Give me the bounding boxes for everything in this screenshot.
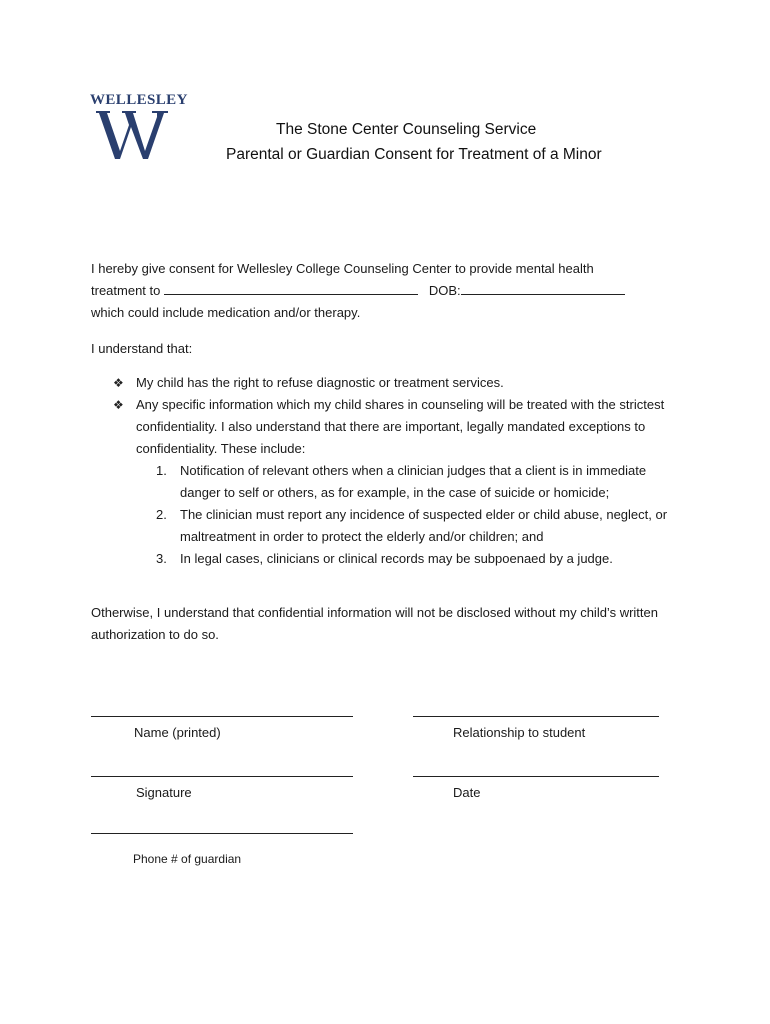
signature-label: Signature: [136, 785, 192, 800]
list-item: [113, 394, 673, 570]
bullet-text: Any specific information which my child shares in counseling will be treated with the strictest confidentiality. I also understand that there are important, legally mandated exceptions to confidentiality. These include:: [136, 397, 665, 456]
list-item: [136, 504, 673, 548]
consent-line-3: which could include medication and/or therapy.: [91, 305, 361, 320]
date-line[interactable]: [413, 776, 659, 777]
bullet-text: My child has the right to refuse diagnostic or treatment services.: [136, 375, 504, 390]
understanding-list: [113, 372, 673, 570]
minor-name-blank[interactable]: [164, 280, 418, 295]
exception-text: In legal cases, clinicians or clinical records may be subpoenaed by a judge.: [180, 551, 613, 566]
item-number: 2.: [156, 507, 167, 522]
form-title: Parental or Guardian Consent for Treatment of a Minor: [226, 146, 602, 163]
otherwise-paragraph: Otherwise, I understand that confidential information will not be disclosed without my child’s written authorization to do so.: [91, 605, 658, 642]
logo-wordmark: WELLESLEY: [90, 92, 188, 108]
consent-line-1: I hereby give consent for Wellesley College Counseling Center to provide mental health: [91, 261, 594, 276]
list-item: [136, 548, 673, 570]
name-printed-label: Name (printed): [134, 725, 221, 740]
exception-text: The clinician must report any incidence of suspected elder or child abuse, neglect, or maltreatment in order to protect the elderly and/or children; and: [180, 507, 668, 544]
list-item: [113, 372, 673, 394]
item-number: 1.: [156, 463, 167, 478]
exception-text: Notification of relevant others when a clinician judges that a client is in immediate danger to self or others, as for example, in the case of suicide or homicide;: [180, 463, 647, 500]
name-printed-line[interactable]: [91, 716, 353, 717]
relationship-line[interactable]: [413, 716, 659, 717]
consent-line-2: [91, 280, 691, 302]
treatment-to-label: treatment to: [91, 283, 161, 298]
exceptions-list: [136, 460, 673, 570]
logo-w-emblem: [96, 109, 174, 161]
phone-line[interactable]: [91, 833, 353, 834]
relationship-label: Relationship to student: [453, 725, 586, 740]
diamond-bullet-icon: ❖: [113, 376, 124, 390]
consent-paragraph: [91, 258, 691, 324]
service-title: The Stone Center Counseling Service: [276, 121, 537, 138]
diamond-bullet-icon: ❖: [113, 398, 124, 412]
item-number: 3.: [156, 551, 167, 566]
phone-label: Phone # of guardian: [133, 852, 242, 866]
dob-blank[interactable]: [461, 280, 625, 295]
date-label: Date: [453, 785, 481, 800]
signature-line[interactable]: [91, 776, 353, 777]
list-item: [136, 460, 673, 504]
understand-intro: I understand that:: [91, 341, 193, 356]
wellesley-logo: [90, 92, 190, 109]
dob-label: DOB:: [428, 283, 461, 298]
